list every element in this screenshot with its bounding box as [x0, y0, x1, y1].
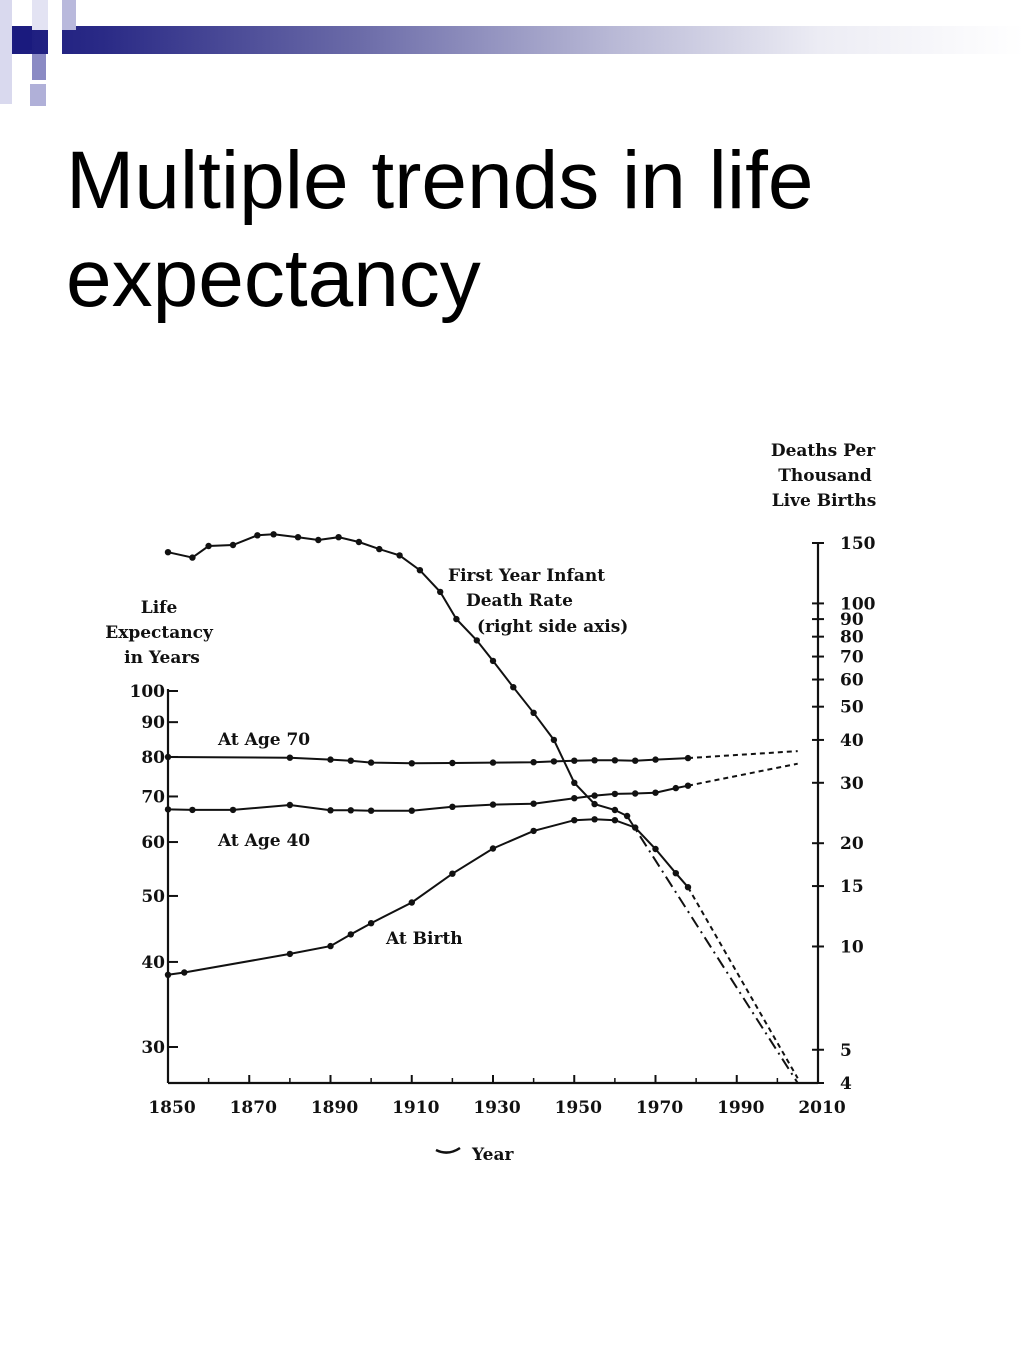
data-point	[315, 537, 321, 543]
right-axis-tick-label: 150	[840, 534, 876, 554]
data-point	[571, 795, 577, 801]
data-point	[673, 785, 679, 791]
right-axis-tick-label: 60	[840, 670, 864, 691]
data-point	[591, 801, 597, 807]
data-point	[165, 806, 171, 812]
left-axis-title-line: Life	[140, 598, 178, 618]
data-point	[612, 791, 618, 797]
data-point	[591, 757, 597, 763]
data-point	[356, 539, 362, 545]
data-point	[335, 534, 341, 540]
x-axis-tick-label: 2010	[798, 1098, 846, 1118]
right-axis-tick-label: 40	[840, 730, 864, 751]
data-point	[530, 759, 536, 765]
data-point	[348, 758, 354, 764]
data-point	[490, 801, 496, 807]
data-point	[368, 759, 374, 765]
left-axis-tick-label: 100	[129, 682, 165, 702]
title-line-2: expectancy	[66, 233, 481, 324]
data-point	[409, 760, 415, 766]
data-point	[449, 760, 455, 766]
data-point	[530, 801, 536, 807]
series-age-40	[165, 764, 798, 814]
left-axis-tick-label: 40	[141, 952, 165, 973]
right-axis-tick-label: 20	[840, 834, 864, 855]
series-label-age-70: At Age 70	[218, 730, 311, 750]
right-axis-title	[771, 441, 881, 511]
title-line-1: Multiple trends in life	[66, 135, 814, 226]
data-point	[530, 710, 536, 716]
x-axis-tick-label: 1850	[148, 1098, 196, 1118]
left-axis-tick-label: 70	[141, 787, 165, 808]
infant-death-rate-label	[448, 566, 628, 637]
left-axis-tick-label: 80	[141, 747, 165, 768]
data-point	[348, 807, 354, 813]
data-point	[551, 758, 557, 764]
data-point	[449, 871, 455, 877]
right-axis-tick-label: 100	[840, 594, 876, 615]
right-axis-tick-label: 10	[840, 937, 864, 958]
data-point	[409, 808, 415, 814]
data-point	[287, 755, 293, 761]
data-point	[612, 817, 618, 823]
x-axis-tick-label: 1970	[635, 1098, 684, 1118]
data-point	[230, 807, 236, 813]
series-line	[168, 786, 688, 811]
right-axis-tick-label: 15	[840, 877, 864, 898]
data-point	[510, 684, 516, 690]
data-point	[612, 807, 618, 813]
x-axis-tick-label: 1890	[310, 1098, 359, 1118]
x-axis-tick-label: 1950	[554, 1098, 602, 1118]
series-at-birth	[165, 816, 798, 1078]
data-point	[551, 737, 557, 743]
data-point	[270, 531, 276, 537]
data-point	[368, 808, 374, 814]
infant-death-rate-label-line: Death Rate	[466, 591, 573, 611]
series-label-age-40: At Age 40	[218, 831, 311, 851]
data-point	[230, 542, 236, 548]
projection-line	[688, 764, 798, 786]
right-axis-title-line: Thousand	[778, 466, 872, 486]
data-point	[181, 969, 187, 975]
x-axis-tick-label: 1990	[717, 1098, 765, 1118]
left-axis-title-line: Expectancy	[105, 623, 213, 643]
data-point	[490, 845, 496, 851]
projection-line	[627, 816, 798, 1083]
data-point	[449, 804, 455, 810]
right-axis-title-line: Live Births	[771, 491, 877, 511]
infant-death-rate-label-line: (right side axis)	[477, 617, 629, 637]
data-point	[417, 567, 423, 573]
data-point	[165, 972, 171, 978]
data-point	[287, 951, 293, 957]
infant-death-rate-label-line: First Year Infant	[448, 566, 606, 586]
data-point	[165, 549, 171, 555]
series-line	[168, 757, 688, 763]
data-point	[189, 554, 195, 560]
data-point	[652, 846, 658, 852]
series-label-at-birth: At Birth	[386, 929, 463, 949]
data-point	[376, 546, 382, 552]
right-axis-tick-label: 90	[840, 610, 864, 631]
data-point	[409, 899, 415, 905]
x-axis-title-mark	[436, 1148, 460, 1153]
left-axis-tick-label: 90	[141, 713, 165, 734]
x-axis-tick-label: 1910	[392, 1098, 440, 1118]
data-point	[295, 534, 301, 540]
data-point	[189, 807, 195, 813]
data-point	[348, 931, 354, 937]
data-point	[453, 616, 459, 622]
data-point	[632, 758, 638, 764]
right-axis-tick-label: 80	[840, 627, 864, 648]
right-axis-title-line: Deaths Per	[770, 441, 876, 461]
data-point	[327, 807, 333, 813]
right-axis-tick-label: 4	[840, 1074, 852, 1094]
data-point	[474, 637, 480, 643]
data-point	[205, 543, 211, 549]
data-point	[530, 828, 536, 834]
left-axis-tick-label: 50	[141, 886, 165, 907]
chart-series	[165, 531, 798, 1083]
x-axis-title: Year	[472, 1145, 514, 1165]
data-point	[165, 754, 171, 760]
right-axis-tick-label: 5	[840, 1040, 852, 1061]
projection-line	[688, 887, 798, 1078]
left-axis-tick-label: 60	[141, 833, 165, 854]
right-axis-tick-label: 70	[840, 647, 864, 668]
left-axis-title	[105, 598, 219, 668]
left-axis-tick-label: 30	[141, 1038, 165, 1058]
projection-line	[688, 751, 798, 758]
right-axis-tick-label: 50	[840, 697, 864, 718]
data-point	[368, 920, 374, 926]
data-point	[327, 943, 333, 949]
series-age-70	[165, 751, 798, 766]
data-point	[591, 792, 597, 798]
data-point	[437, 589, 443, 595]
x-axis-tick-label: 1930	[473, 1098, 521, 1118]
data-point	[287, 802, 293, 808]
data-point	[612, 757, 618, 763]
data-point	[632, 790, 638, 796]
data-point	[490, 658, 496, 664]
data-point	[490, 759, 496, 765]
data-point	[571, 780, 577, 786]
data-point	[254, 532, 260, 538]
data-point	[652, 756, 658, 762]
data-point	[327, 756, 333, 762]
left-axis-title-line: in Years	[124, 648, 200, 668]
data-point	[673, 870, 679, 876]
x-axis-tick-label: 1870	[229, 1098, 277, 1118]
right-axis-tick-label: 30	[840, 773, 864, 794]
data-point	[652, 790, 658, 796]
data-point	[591, 816, 597, 822]
data-point	[396, 552, 402, 558]
data-point	[571, 817, 577, 823]
data-point	[571, 758, 577, 764]
